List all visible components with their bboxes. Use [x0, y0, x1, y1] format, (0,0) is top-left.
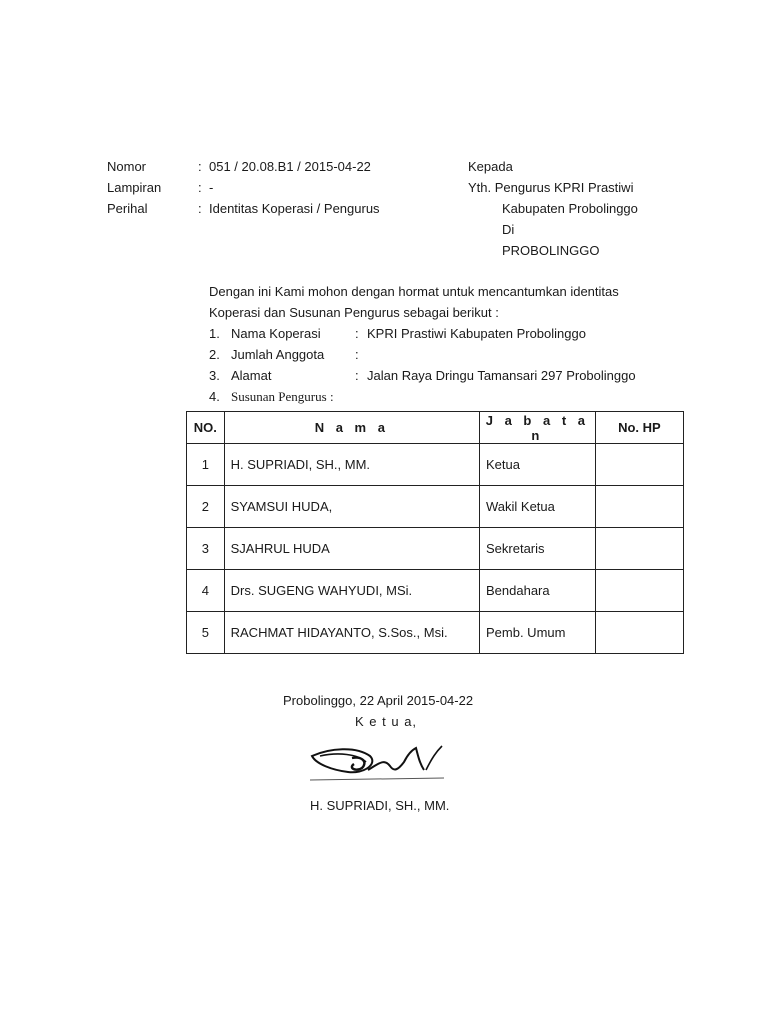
- item-number: 2.: [209, 347, 220, 362]
- table-row: [187, 444, 684, 486]
- item-label-jumlah-anggota: Jumlah Anggota: [231, 347, 325, 362]
- lampiran-value: -: [209, 180, 214, 195]
- pengurus-table: [186, 411, 684, 654]
- table-row: [187, 486, 684, 528]
- lampiran-label: Lampiran: [107, 180, 162, 195]
- cell-nama: Drs. SUGENG WAHYUDI, MSi.: [224, 570, 479, 612]
- item-label-nama-koperasi: Nama Koperasi: [231, 326, 321, 341]
- column-header-nama: N a m a: [224, 412, 479, 444]
- cell-hp: [595, 486, 683, 528]
- nomor-label: Nomor: [107, 159, 147, 174]
- item-number: 3.: [209, 368, 220, 383]
- cell-jabatan: Bendahara: [480, 570, 596, 612]
- cell-hp: [595, 444, 683, 486]
- signer-name: H. SUPRIADI, SH., MM.: [310, 798, 450, 813]
- item-value-alamat: Jalan Raya Dringu Tamansari 297 Probolinggo: [367, 368, 636, 383]
- column-header-no: NO.: [187, 412, 225, 444]
- item-colon: :: [355, 326, 359, 341]
- signature-image: [308, 740, 448, 786]
- table-row: [187, 570, 684, 612]
- cell-no: 1: [187, 444, 225, 486]
- recipient-di: Di: [502, 222, 515, 237]
- lampiran-colon: :: [198, 180, 202, 195]
- cell-nama: RACHMAT HIDAYANTO, S.Sos., Msi.: [224, 612, 479, 654]
- column-header-jabatan: J a b a t a n: [480, 412, 596, 444]
- cell-jabatan: Pemb. Umum: [480, 612, 596, 654]
- item-label-susunan-pengurus: Susunan Pengurus :: [231, 389, 334, 404]
- cell-nama: SJAHRUL HUDA: [224, 528, 479, 570]
- cell-hp: [595, 570, 683, 612]
- intro-line-2: Koperasi dan Susunan Pengurus sebagai berikut :: [209, 305, 499, 320]
- cell-jabatan: Ketua: [480, 444, 596, 486]
- perihal-value: Identitas Koperasi / Pengurus: [209, 201, 380, 216]
- table-row: [187, 528, 684, 570]
- nomor-value: 051 / 20.08.B1 / 2015-04-22: [209, 159, 371, 174]
- item-number: 4.: [209, 389, 220, 404]
- item-number: 1.: [209, 326, 220, 341]
- item-colon: :: [355, 368, 359, 383]
- cell-jabatan: Wakil Ketua: [480, 486, 596, 528]
- table-header-row: [187, 412, 684, 444]
- perihal-colon: :: [198, 201, 202, 216]
- cell-jabatan: Sekretaris: [480, 528, 596, 570]
- place-date: Probolinggo, 22 April 2015-04-22: [283, 693, 474, 708]
- cell-hp: [595, 528, 683, 570]
- perihal-label: Perihal: [107, 201, 148, 216]
- item-colon: :: [355, 347, 359, 362]
- recipient-kepada: Kepada: [468, 159, 513, 174]
- nomor-colon: :: [198, 159, 202, 174]
- cell-nama: H. SUPRIADI, SH., MM.: [224, 444, 479, 486]
- signer-title: K e t u a,: [355, 714, 418, 729]
- cell-no: 3: [187, 528, 225, 570]
- column-header-hp: No. HP: [595, 412, 683, 444]
- cell-no: 2: [187, 486, 225, 528]
- recipient-yth: Yth. Pengurus KPRI Prastiwi: [468, 180, 634, 195]
- recipient-kabupaten: Kabupaten Probolinggo: [502, 201, 638, 216]
- intro-line-1: Dengan ini Kami mohon dengan hormat untuk mencantumkan identitas: [209, 284, 619, 299]
- cell-nama: SYAMSUI HUDA,: [224, 486, 479, 528]
- cell-no: 4: [187, 570, 225, 612]
- item-label-alamat: Alamat: [231, 368, 272, 383]
- recipient-city: PROBOLINGGO: [502, 243, 600, 258]
- cell-hp: [595, 612, 683, 654]
- cell-no: 5: [187, 612, 225, 654]
- item-value-nama-koperasi: KPRI Prastiwi Kabupaten Probolinggo: [367, 326, 586, 341]
- table-row: [187, 612, 684, 654]
